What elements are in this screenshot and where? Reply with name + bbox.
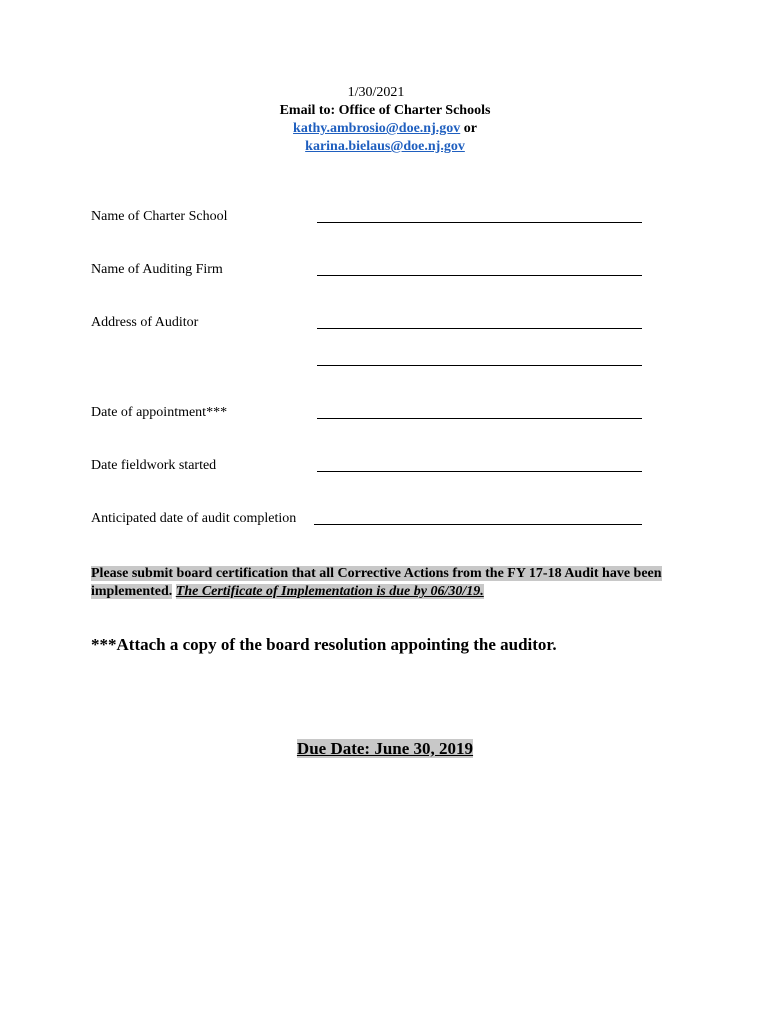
appointment-date-label: Date of appointment*** (91, 405, 228, 420)
auditor-address-line-1[interactable] (317, 328, 642, 329)
or-text: or (460, 121, 477, 136)
appointment-date-line[interactable] (317, 418, 642, 419)
email-line-1 (0, 120, 770, 138)
auditing-firm-line[interactable] (317, 275, 642, 276)
charter-school-line[interactable] (317, 222, 642, 223)
notice-emphasis: The Certificate of Implementation is due by 06/30/19. (175, 584, 484, 599)
fieldwork-started-line[interactable] (317, 471, 642, 472)
audit-completion-line[interactable] (314, 524, 642, 525)
due-date (0, 738, 770, 760)
email-to-line: Email to: Office of Charter Schools (279, 103, 491, 118)
document-date: 1/30/2021 (347, 85, 405, 100)
audit-completion-label: Anticipated date of audit completion (91, 511, 297, 526)
auditor-address-line-2[interactable] (317, 365, 642, 366)
auditing-firm-label: Name of Auditing Firm (91, 262, 223, 277)
email-line-2 (0, 138, 770, 156)
attach-resolution-note: ***Attach a copy of the board resolution appointing the auditor. (91, 635, 557, 654)
due-date-text: Due Date: June 30, 2019 (296, 739, 474, 758)
document-header (0, 84, 770, 156)
notice-text: Please submit board certification that all Corrective Actions from the FY 17-18 Audit have been implemented. (91, 566, 662, 599)
auditor-address-label: Address of Auditor (91, 315, 199, 330)
charter-school-label: Name of Charter School (91, 209, 228, 224)
fieldwork-started-label: Date fieldwork started (91, 458, 217, 473)
email-link-ambrosio[interactable]: kathy.ambrosio@doe.nj.gov (293, 121, 461, 136)
email-link-bielaus[interactable]: karina.bielaus@doe.nj.gov (305, 139, 465, 154)
corrective-actions-notice (91, 565, 681, 601)
